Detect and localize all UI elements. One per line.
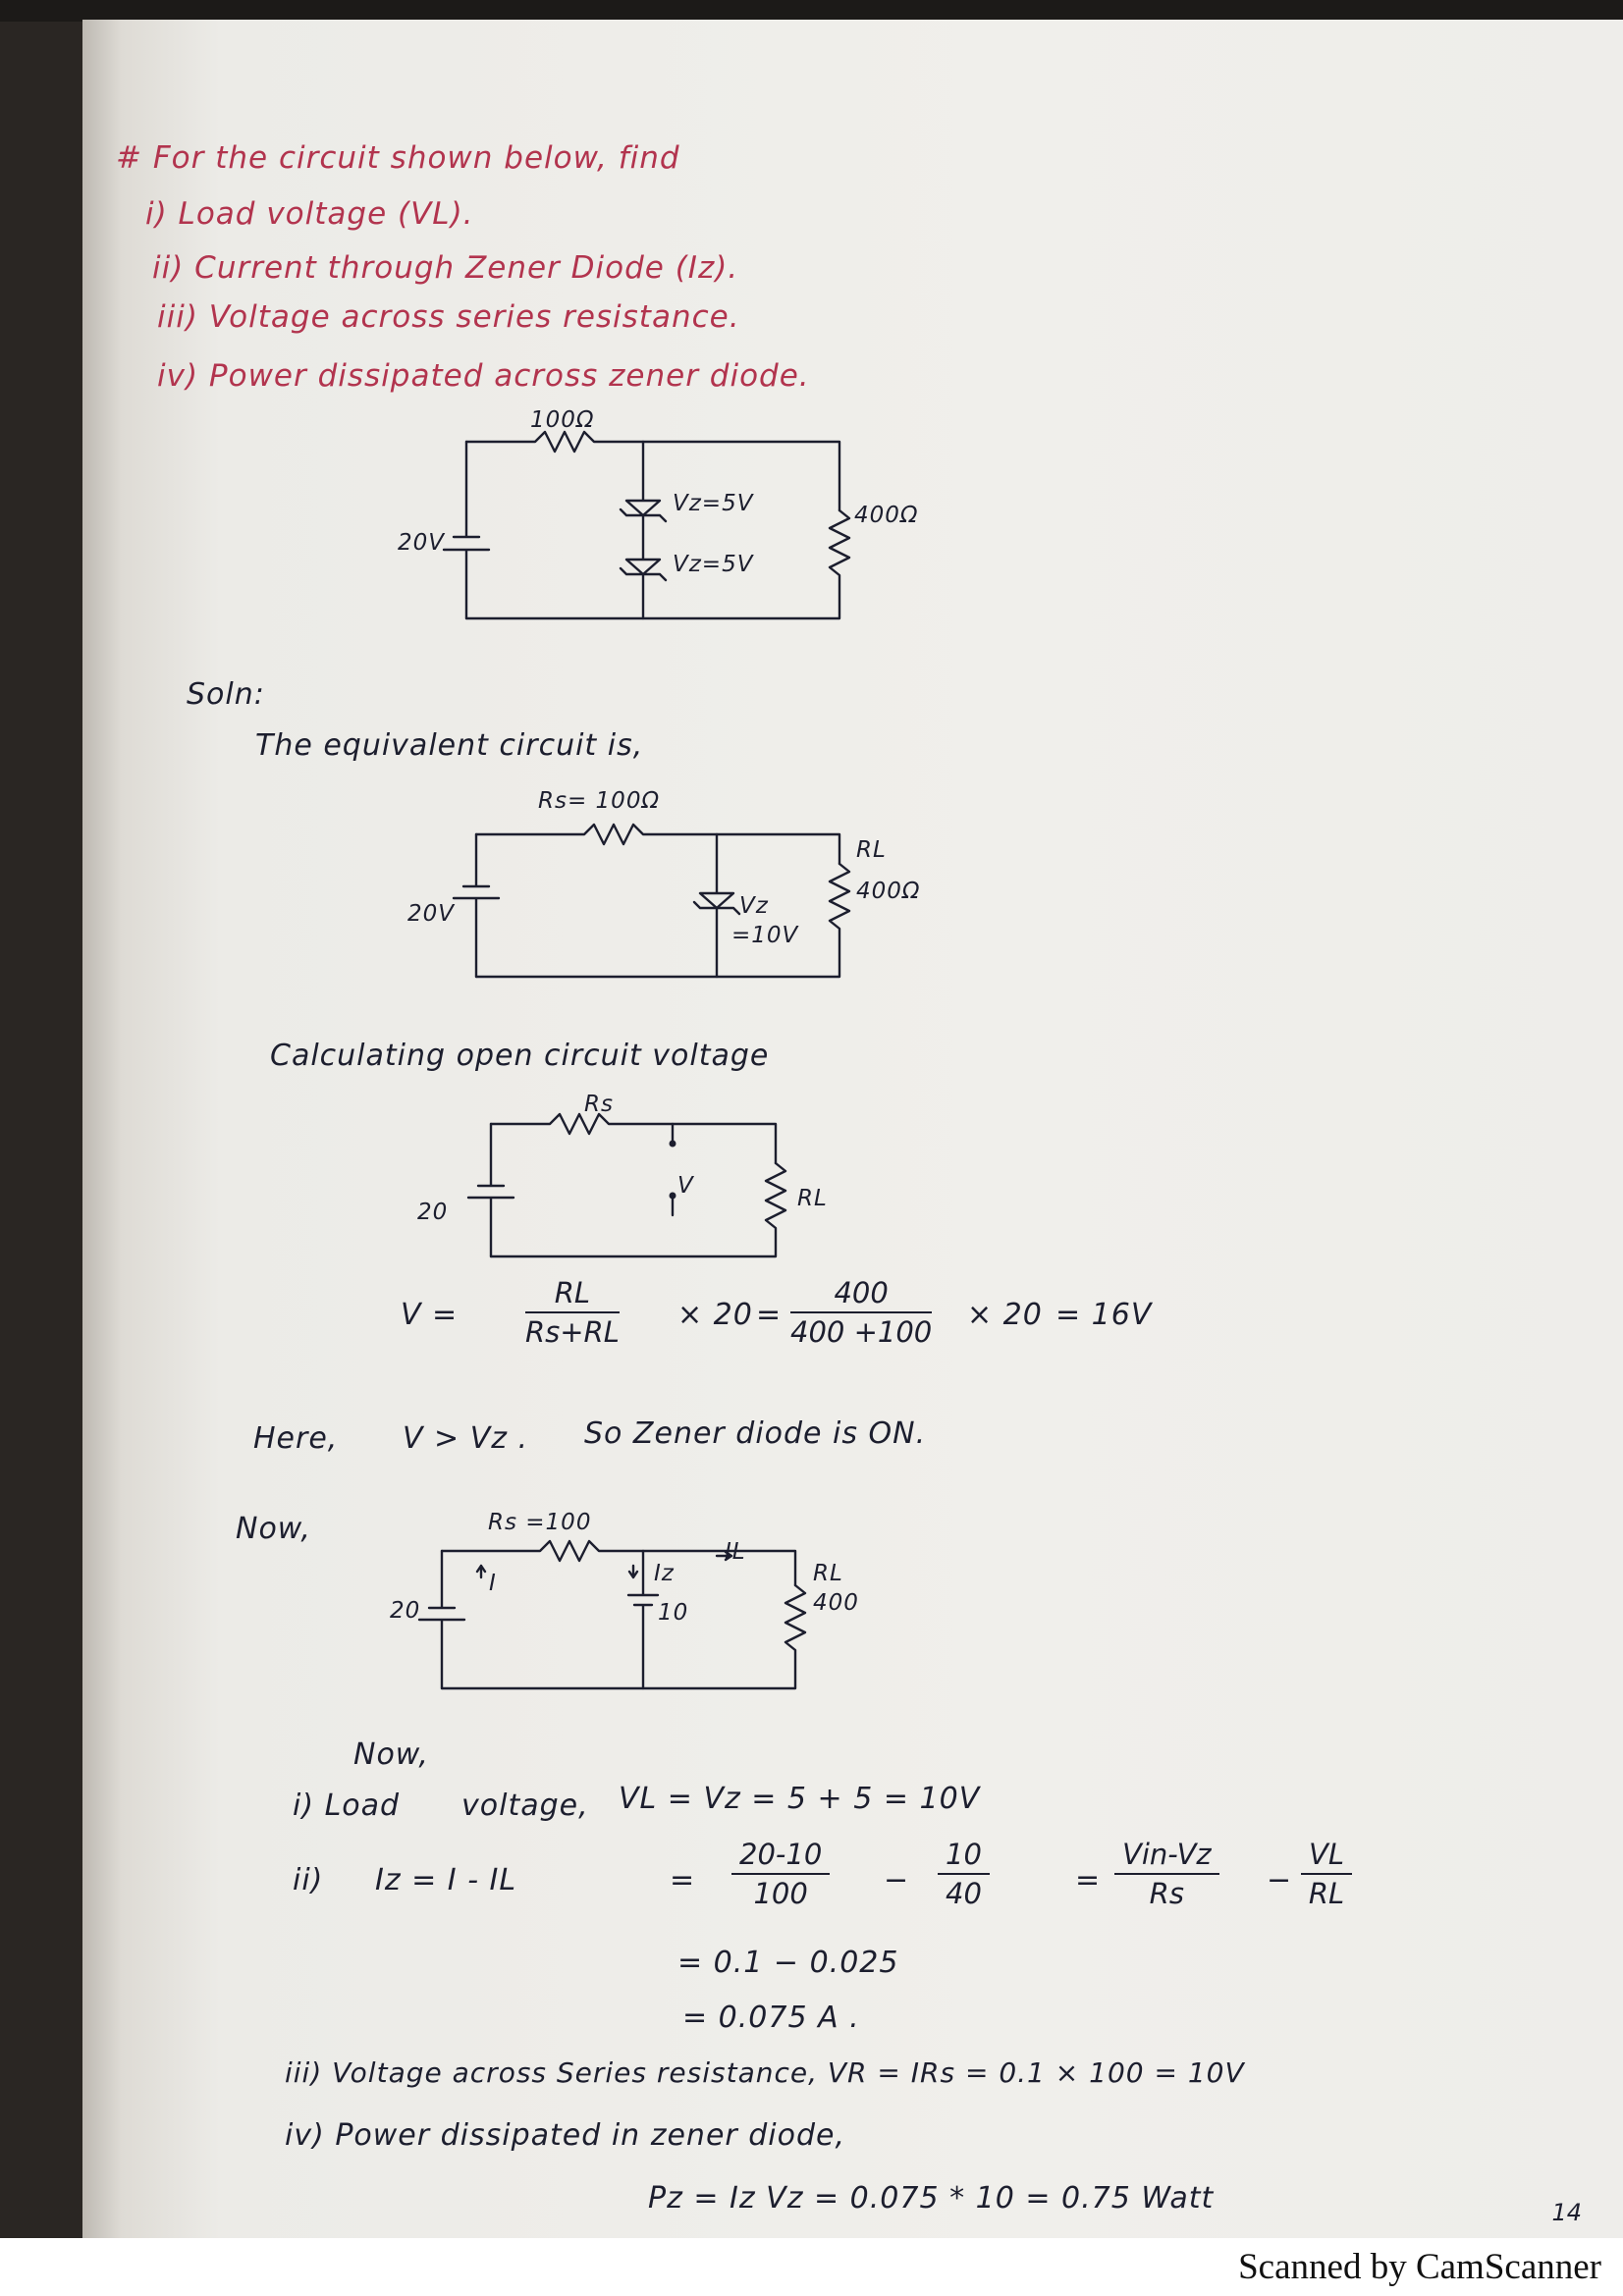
voc-f1-denominator: Rs+RL [525,1315,620,1349]
fig3-rs-label: Rs =100 [488,1510,592,1535]
question-circuit-diagram [373,417,884,653]
page-number: 14 [1551,2199,1582,2226]
a2-f1-numerator: 20-10 [731,1838,830,1875]
fig1-zener1-label: Vz=5V [673,491,754,516]
answer-2-step-2: = 0.075 A . [682,2001,860,2035]
fig3-rl-label: RL [813,1561,843,1586]
oc-rl-label: RL [797,1186,828,1211]
oc-v-label: V [677,1173,694,1199]
fig2-rl-label: RL [856,837,887,863]
scanner-watermark: Scanned by CamScanner [1238,2247,1601,2287]
a2-f4-numerator: VL [1301,1838,1352,1875]
fig3-source-label: 20 [390,1598,421,1624]
a2-f3-denominator: Rs [1149,1877,1184,1910]
scanned-page [82,20,1623,2247]
on-state-circuit-diagram [383,1526,815,1703]
voc-f1-numerator: RL [525,1276,620,1313]
question-item-4: iv) Power dissipated across zener diode. [157,358,810,394]
voc-equals: = [756,1298,783,1332]
answers-now: Now, [353,1737,429,1772]
voc-f2-denominator: 400 +100 [790,1315,933,1349]
fig3-current-iz: Iz [654,1561,675,1586]
answer-4-equation: Pz = Iz Vz = 0.075 * 10 = 0.75 Watt [648,2181,1215,2216]
voc-lhs: V = [401,1298,459,1332]
answer-2-label: ii) [293,1863,324,1897]
question-item-3: iii) Voltage across series resistance. [157,299,740,335]
fig3-now: Now, [236,1512,311,1546]
voc-result: = 16V [1055,1298,1153,1332]
question-item-1: i) Load voltage (VL). [145,196,474,232]
equivalent-circuit-text: The equivalent circuit is, [255,728,644,763]
question-intro: # For the circuit shown below, find [116,140,680,176]
fig2-source-label: 20V [407,901,456,927]
answer-2-fraction-4 [1301,1838,1352,1910]
fig1-zener2-label: Vz=5V [673,552,754,577]
answer-2-minus: − [884,1863,910,1897]
voc-f2-numerator: 400 [790,1276,932,1313]
check-conclusion: So Zener diode is ON. [584,1416,927,1451]
answer-2-step-1: = 0.1 − 0.025 [677,1946,899,1980]
voc-times-2: × 20 [967,1298,1043,1332]
fig2-rl-value: 400Ω [856,879,921,904]
solution-heading: Soln: [187,677,265,712]
oc-source-label: 20 [417,1200,449,1225]
check-here: Here, [253,1421,339,1456]
a2-f2-numerator: 10 [938,1838,990,1875]
equivalent-circuit-diagram [393,800,864,987]
open-circuit-heading: Calculating open circuit voltage [270,1039,770,1073]
answer-2-equals: = [670,1863,696,1897]
voc-fraction-2 [790,1276,932,1349]
answer-2-minus-2: − [1267,1863,1293,1897]
answer-2-fraction-3 [1114,1838,1219,1910]
a2-f4-denominator: RL [1308,1877,1345,1910]
fig2-rs-label: Rs= 100Ω [538,788,661,814]
fig3-current-i: I [489,1571,497,1596]
voc-fraction-1 [525,1276,620,1349]
answer-2-lhs: Iz = I - IL [375,1863,517,1897]
fig1-source-label: 20V [398,530,446,556]
fig3-rl-value: 400 [813,1590,859,1616]
a2-f3-numerator: Vin-Vz [1114,1838,1219,1875]
open-circuit-diagram [412,1090,825,1276]
top-dark-edge [0,0,1623,22]
fig1-rl-label: 400Ω [854,503,919,528]
fig1-rs-label: 100Ω [530,407,595,433]
fig3-current-il: IL [725,1539,746,1565]
check-condition: V > Vz . [403,1421,529,1456]
answer-2-equals-2: = [1075,1863,1102,1897]
fig2-vz-value: =10V [731,923,799,948]
answer-1-equation: VL = Vz = 5 + 5 = 10V [619,1782,981,1816]
voc-times-1: × 20 [677,1298,753,1332]
answer-4: iv) Power dissipated in zener diode, [285,2118,846,2153]
oc-rs-label: Rs [584,1092,614,1117]
fig2-vz-label: Vz [739,893,769,919]
answer-1-label: i) Load [293,1789,401,1823]
a2-f2-denominator: 40 [946,1877,982,1910]
answer-2-fraction-2 [938,1838,990,1910]
answer-2-fraction-1 [731,1838,830,1910]
question-item-2: ii) Current through Zener Diode (Iz). [152,250,739,286]
a2-f1-denominator: 100 [753,1877,808,1910]
fig3-vz-label: 10 [658,1600,689,1626]
answer-3: iii) Voltage across Series resistance, VR = IRs = 0.1 × 100 = 10V [285,2056,1245,2089]
answer-1-text: voltage, [461,1789,589,1823]
